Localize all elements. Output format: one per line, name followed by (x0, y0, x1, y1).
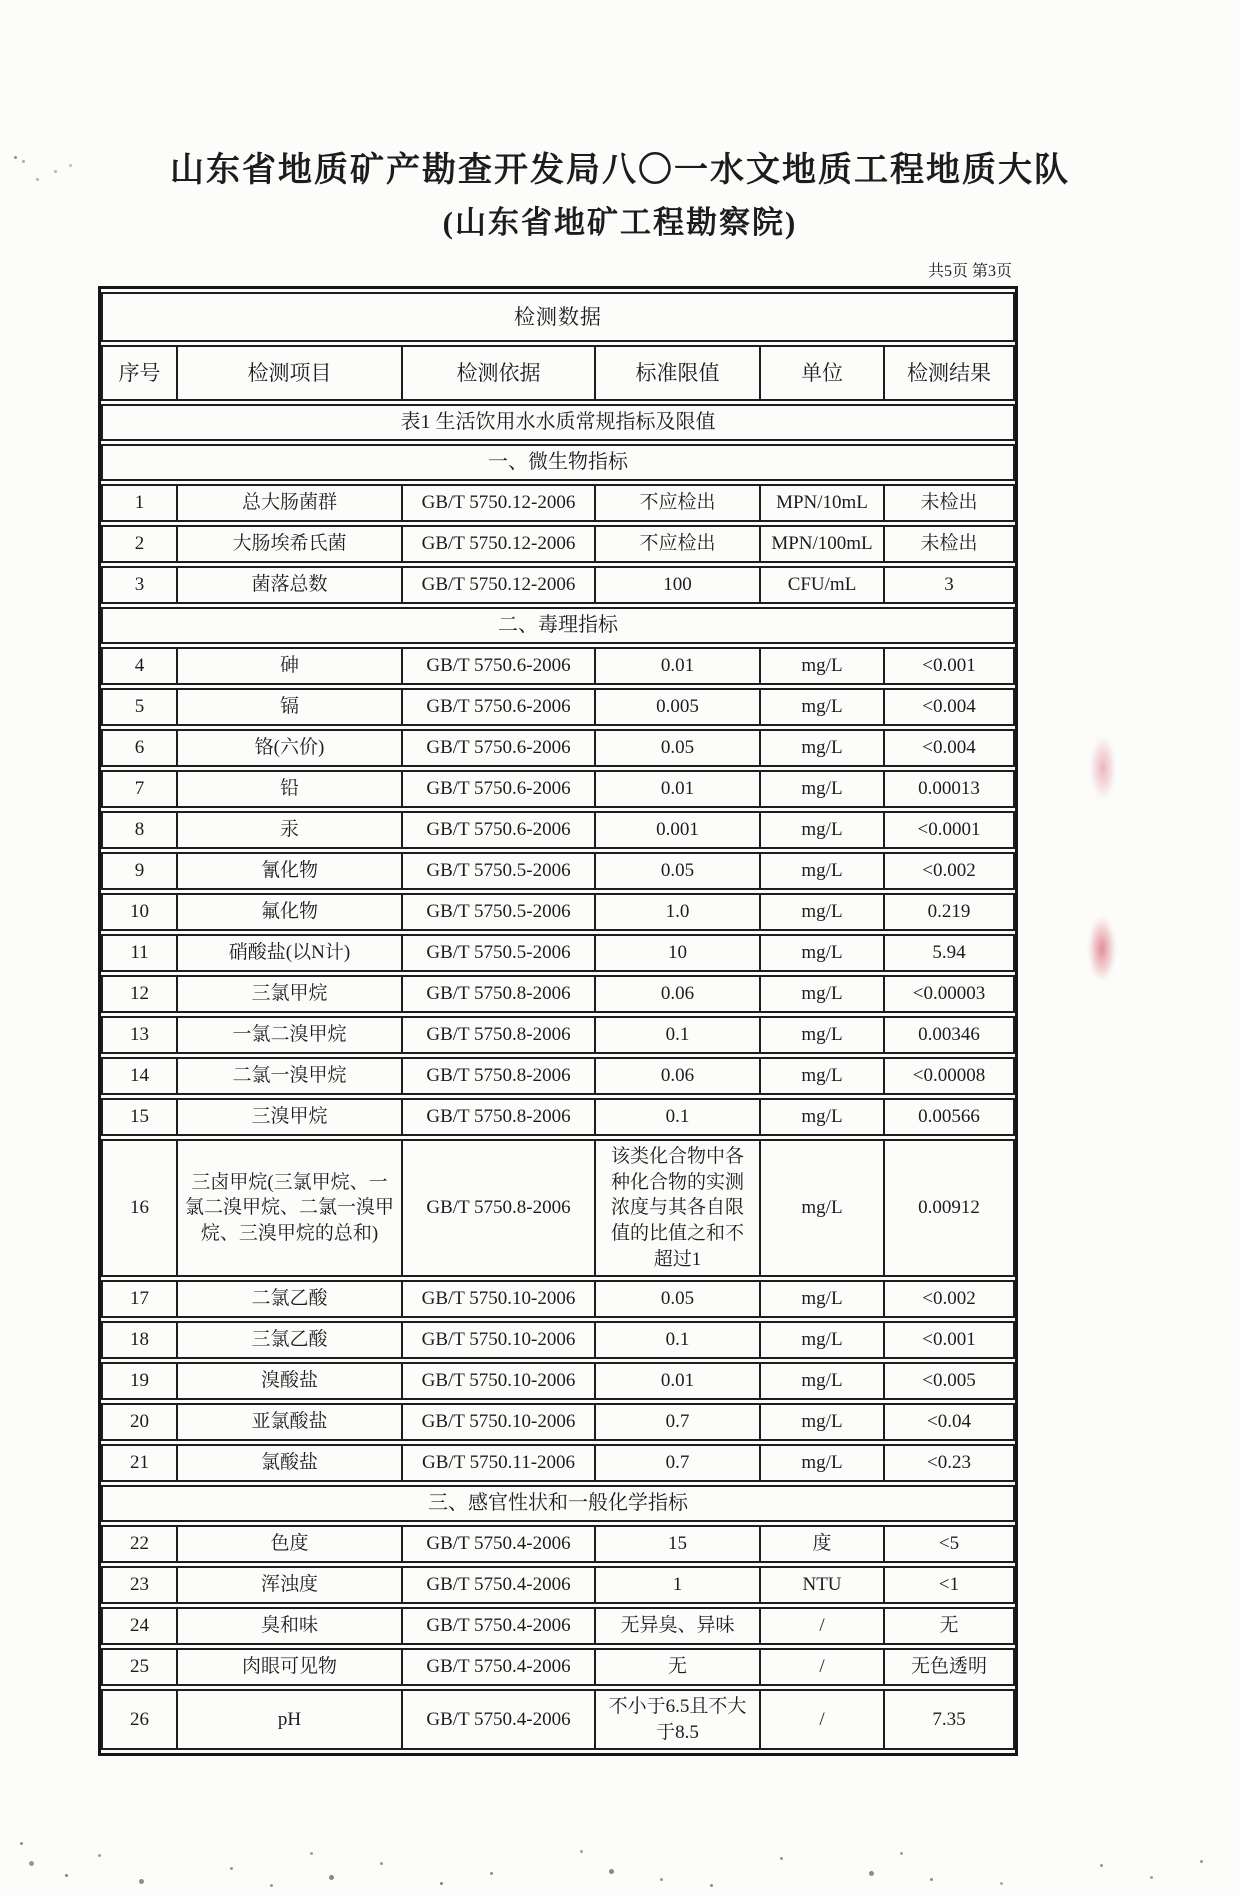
column-header-no: 序号 (101, 345, 178, 401)
table-row (101, 852, 1015, 890)
cell-basis: GB/T 5750.8-2006 (403, 1016, 596, 1054)
cell-result: 无色透明 (885, 1648, 1015, 1686)
cell-no: 16 (101, 1139, 178, 1277)
cell-limit: 1.0 (596, 893, 761, 931)
subtitle-row (101, 404, 1015, 441)
cell-item: 砷 (178, 647, 403, 685)
cell-result: <0.004 (885, 688, 1015, 726)
cell-item: 一氯二溴甲烷 (178, 1016, 403, 1054)
table-row (101, 1057, 1015, 1095)
cell-item: 总大肠菌群 (178, 484, 403, 522)
section-label: 一、微生物指标 (101, 444, 1015, 481)
cell-no: 8 (101, 811, 178, 849)
scanned-report-page (0, 142, 1240, 1896)
cell-limit: 0.005 (596, 688, 761, 726)
cell-basis: GB/T 5750.6-2006 (403, 770, 596, 808)
cell-no: 19 (101, 1362, 178, 1400)
cell-unit: mg/L (761, 647, 885, 685)
cell-item: 亚氯酸盐 (178, 1403, 403, 1441)
cell-no: 22 (101, 1525, 178, 1563)
cell-no: 1 (101, 484, 178, 522)
cell-item: 铅 (178, 770, 403, 808)
cell-basis: GB/T 5750.4-2006 (403, 1648, 596, 1686)
cell-limit: 0.05 (596, 1280, 761, 1318)
table-row (101, 1098, 1015, 1136)
cell-no: 2 (101, 525, 178, 563)
cell-basis: GB/T 5750.8-2006 (403, 1057, 596, 1095)
cell-limit: 不小于6.5且不大于8.5 (596, 1689, 761, 1750)
cell-unit: NTU (761, 1566, 885, 1604)
cell-item: 三氯乙酸 (178, 1321, 403, 1359)
column-header-row (101, 345, 1015, 401)
cell-basis: GB/T 5750.12-2006 (403, 566, 596, 604)
cell-basis: GB/T 5750.5-2006 (403, 852, 596, 890)
cell-item: 大肠埃希氏菌 (178, 525, 403, 563)
cell-unit: / (761, 1689, 885, 1750)
cell-limit: 0.1 (596, 1098, 761, 1136)
cell-unit: MPN/100mL (761, 525, 885, 563)
cell-result: <0.04 (885, 1403, 1015, 1441)
cell-no: 10 (101, 893, 178, 931)
cell-no: 3 (101, 566, 178, 604)
cell-unit: mg/L (761, 1139, 885, 1277)
cell-unit: / (761, 1607, 885, 1645)
cell-result: <0.002 (885, 852, 1015, 890)
cell-limit: 1 (596, 1566, 761, 1604)
cell-result: 3 (885, 566, 1015, 604)
cell-unit: mg/L (761, 852, 885, 890)
org-title: 山东省地质矿产勘查开发局八〇一水文地质工程地质大队 (170, 152, 1070, 189)
cell-basis: GB/T 5750.10-2006 (403, 1280, 596, 1318)
table-subtitle: 表1 生活饮用水水质常规指标及限值 (101, 404, 1015, 441)
cell-unit: mg/L (761, 1403, 885, 1441)
table-row (101, 1139, 1015, 1277)
cell-result: 0.00013 (885, 770, 1015, 808)
cell-basis: GB/T 5750.6-2006 (403, 811, 596, 849)
column-header-item: 检测项目 (178, 345, 403, 401)
table-row (101, 1403, 1015, 1441)
cell-limit: 0.01 (596, 647, 761, 685)
cell-limit: 0.01 (596, 770, 761, 808)
table-row (101, 770, 1015, 808)
table-row (101, 1016, 1015, 1054)
cell-no: 14 (101, 1057, 178, 1095)
cell-limit: 15 (596, 1525, 761, 1563)
table-row (101, 934, 1015, 972)
cell-item: 铬(六价) (178, 729, 403, 767)
scan-noise (20, 1842, 23, 1845)
scan-noise (14, 156, 17, 159)
org-subtitle: (山东省地矿工程勘察院) (442, 205, 798, 240)
cell-unit: mg/L (761, 1321, 885, 1359)
cell-no: 13 (101, 1016, 178, 1054)
cell-limit: 0.05 (596, 729, 761, 767)
cell-item: 汞 (178, 811, 403, 849)
cell-result: <0.0001 (885, 811, 1015, 849)
table-row (101, 811, 1015, 849)
cell-item: 三溴甲烷 (178, 1098, 403, 1136)
cell-result: <0.001 (885, 1321, 1015, 1359)
cell-result: 未检出 (885, 484, 1015, 522)
cell-limit: 不应检出 (596, 525, 761, 563)
cell-item: 硝酸盐(以N计) (178, 934, 403, 972)
cell-unit: 度 (761, 1525, 885, 1563)
cell-basis: GB/T 5750.8-2006 (403, 1139, 596, 1277)
column-header-result: 检测结果 (885, 345, 1015, 401)
cell-no: 5 (101, 688, 178, 726)
table-title-row (101, 292, 1015, 342)
red-stamp-mark (1090, 736, 1116, 800)
cell-no: 7 (101, 770, 178, 808)
cell-result: <0.23 (885, 1444, 1015, 1482)
cell-unit: mg/L (761, 688, 885, 726)
cell-item: pH (178, 1689, 403, 1750)
cell-item: 氰化物 (178, 852, 403, 890)
cell-unit: MPN/10mL (761, 484, 885, 522)
cell-limit: 10 (596, 934, 761, 972)
cell-limit: 0.7 (596, 1403, 761, 1441)
cell-basis: GB/T 5750.5-2006 (403, 893, 596, 931)
section-label: 三、感官性状和一般化学指标 (101, 1485, 1015, 1522)
red-stamp-mark (1088, 916, 1116, 982)
cell-item: 色度 (178, 1525, 403, 1563)
section-label: 二、毒理指标 (101, 607, 1015, 644)
section-row (101, 1485, 1015, 1522)
table-row (101, 566, 1015, 604)
cell-result: <0.005 (885, 1362, 1015, 1400)
cell-item: 三氯甲烷 (178, 975, 403, 1013)
table-row (101, 893, 1015, 931)
cell-result: 0.00346 (885, 1016, 1015, 1054)
table-row (101, 975, 1015, 1013)
cell-no: 21 (101, 1444, 178, 1482)
cell-result: <0.00008 (885, 1057, 1015, 1095)
cell-basis: GB/T 5750.8-2006 (403, 1098, 596, 1136)
cell-item: 臭和味 (178, 1607, 403, 1645)
cell-basis: GB/T 5750.5-2006 (403, 934, 596, 972)
cell-no: 17 (101, 1280, 178, 1318)
cell-limit: 0.1 (596, 1016, 761, 1054)
cell-basis: GB/T 5750.4-2006 (403, 1689, 596, 1750)
cell-result: 5.94 (885, 934, 1015, 972)
column-header-basis: 检测依据 (403, 345, 596, 401)
column-header-unit: 单位 (761, 345, 885, 401)
table-row (101, 1566, 1015, 1604)
cell-unit: mg/L (761, 729, 885, 767)
table-row (101, 1525, 1015, 1563)
cell-limit: 0.05 (596, 852, 761, 890)
cell-unit: mg/L (761, 934, 885, 972)
cell-limit: 无异臭、异味 (596, 1607, 761, 1645)
column-header-limit: 标准限值 (596, 345, 761, 401)
cell-basis: GB/T 5750.6-2006 (403, 688, 596, 726)
cell-no: 26 (101, 1689, 178, 1750)
cell-limit: 0.06 (596, 975, 761, 1013)
cell-result: 0.00912 (885, 1139, 1015, 1277)
table-row (101, 1648, 1015, 1686)
cell-basis: GB/T 5750.10-2006 (403, 1403, 596, 1441)
section-row (101, 444, 1015, 481)
cell-item: 肉眼可见物 (178, 1648, 403, 1686)
cell-unit: mg/L (761, 975, 885, 1013)
cell-limit: 0.7 (596, 1444, 761, 1482)
cell-limit: 0.01 (596, 1362, 761, 1400)
cell-unit: mg/L (761, 770, 885, 808)
table-row (101, 729, 1015, 767)
cell-limit: 不应检出 (596, 484, 761, 522)
cell-item: 溴酸盐 (178, 1362, 403, 1400)
cell-limit: 100 (596, 566, 761, 604)
cell-unit: mg/L (761, 893, 885, 931)
table-row (101, 525, 1015, 563)
cell-result: <0.002 (885, 1280, 1015, 1318)
cell-no: 6 (101, 729, 178, 767)
cell-no: 25 (101, 1648, 178, 1686)
cell-no: 15 (101, 1098, 178, 1136)
cell-no: 9 (101, 852, 178, 890)
cell-result: 无 (885, 1607, 1015, 1645)
cell-basis: GB/T 5750.8-2006 (403, 975, 596, 1013)
table-row (101, 1321, 1015, 1359)
cell-basis: GB/T 5750.4-2006 (403, 1566, 596, 1604)
cell-unit: mg/L (761, 1280, 885, 1318)
cell-result: <1 (885, 1566, 1015, 1604)
cell-basis: GB/T 5750.12-2006 (403, 484, 596, 522)
table-row (101, 1444, 1015, 1482)
cell-limit: 该类化合物中各种化合物的实测浓度与其各自限值的比值之和不超过1 (596, 1139, 761, 1277)
cell-limit: 0.001 (596, 811, 761, 849)
cell-item: 三卤甲烷(三氯甲烷、一氯二溴甲烷、二氯一溴甲烷、三溴甲烷的总和) (178, 1139, 403, 1277)
cell-item: 氟化物 (178, 893, 403, 931)
cell-basis: GB/T 5750.4-2006 (403, 1607, 596, 1645)
cell-basis: GB/T 5750.12-2006 (403, 525, 596, 563)
test-data-table (98, 286, 1018, 1756)
cell-result: <0.004 (885, 729, 1015, 767)
cell-basis: GB/T 5750.4-2006 (403, 1525, 596, 1563)
cell-no: 23 (101, 1566, 178, 1604)
cell-result: 0.219 (885, 893, 1015, 931)
cell-item: 氯酸盐 (178, 1444, 403, 1482)
cell-item: 菌落总数 (178, 566, 403, 604)
cell-no: 4 (101, 647, 178, 685)
cell-unit: mg/L (761, 1098, 885, 1136)
cell-basis: GB/T 5750.6-2006 (403, 729, 596, 767)
cell-unit: / (761, 1648, 885, 1686)
cell-item: 二氯一溴甲烷 (178, 1057, 403, 1095)
cell-basis: GB/T 5750.11-2006 (403, 1444, 596, 1482)
cell-unit: mg/L (761, 1057, 885, 1095)
cell-limit: 无 (596, 1648, 761, 1686)
table-row (101, 1280, 1015, 1318)
cell-limit: 0.1 (596, 1321, 761, 1359)
table-row (101, 688, 1015, 726)
table-row (101, 1362, 1015, 1400)
table-row (101, 1689, 1015, 1750)
cell-result: 7.35 (885, 1689, 1015, 1750)
cell-unit: mg/L (761, 811, 885, 849)
cell-unit: mg/L (761, 1362, 885, 1400)
section-row (101, 607, 1015, 644)
table-row (101, 647, 1015, 685)
cell-item: 浑浊度 (178, 1566, 403, 1604)
cell-result: 0.00566 (885, 1098, 1015, 1136)
cell-result: 未检出 (885, 525, 1015, 563)
cell-basis: GB/T 5750.10-2006 (403, 1321, 596, 1359)
table-row (101, 1607, 1015, 1645)
cell-result: <0.00003 (885, 975, 1015, 1013)
cell-no: 18 (101, 1321, 178, 1359)
cell-result: <0.001 (885, 647, 1015, 685)
cell-unit: CFU/mL (761, 566, 885, 604)
table-title: 检测数据 (101, 292, 1015, 342)
cell-item: 二氯乙酸 (178, 1280, 403, 1318)
table-row (101, 484, 1015, 522)
cell-no: 20 (101, 1403, 178, 1441)
cell-basis: GB/T 5750.10-2006 (403, 1362, 596, 1400)
cell-no: 11 (101, 934, 178, 972)
cell-basis: GB/T 5750.6-2006 (403, 647, 596, 685)
cell-no: 12 (101, 975, 178, 1013)
cell-limit: 0.06 (596, 1057, 761, 1095)
cell-unit: mg/L (761, 1444, 885, 1482)
cell-item: 镉 (178, 688, 403, 726)
cell-unit: mg/L (761, 1016, 885, 1054)
page-indicator: 共5页 第3页 (927, 263, 1012, 280)
cell-no: 24 (101, 1607, 178, 1645)
cell-result: <5 (885, 1525, 1015, 1563)
